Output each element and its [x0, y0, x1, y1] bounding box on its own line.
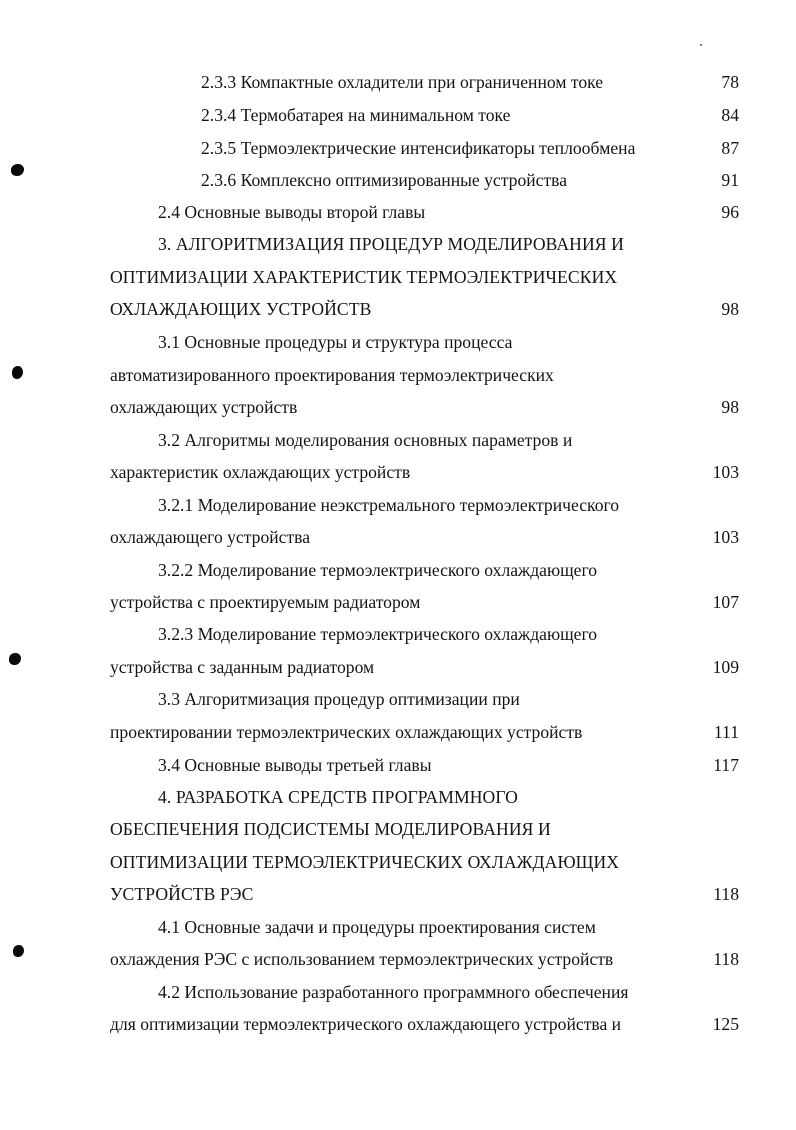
toc-entry-page: 118	[713, 884, 739, 904]
chapter-heading: 4. РАЗРАБОТКА СРЕДСТВ ПРОГРАММНОГО	[158, 787, 518, 807]
toc-entry-text: автоматизированного проектирования термоэлектрических	[110, 365, 554, 385]
toc-entry-page: 118	[713, 949, 739, 969]
toc-entry-text: 3.2.3 Моделирование термоэлектрического охлаждающего	[158, 624, 598, 644]
toc-entry-page: 84	[721, 105, 739, 125]
chapter-heading: 3. АЛГОРИТМИЗАЦИЯ ПРОЦЕДУР МОДЕЛИРОВАНИЯ И	[158, 234, 624, 254]
toc-entry-text: 3.1 Основные процедуры и структура процесса	[158, 332, 513, 352]
toc-entry-page: 103	[712, 527, 739, 547]
toc-entry-page: 96	[721, 202, 739, 222]
toc-entry-text: 3.2.2 Моделирование термоэлектрического охлаждающего	[158, 560, 598, 580]
scan-speck	[700, 44, 702, 46]
toc-entry-text: 2.3.3 Компактные охладители при ограниченном токе	[201, 72, 604, 92]
toc-entry-text: 3.2.1 Моделирование неэкстремального термоэлектрического	[158, 495, 620, 515]
punch-hole-mark	[11, 164, 24, 176]
toc-entry-text: 3.2 Алгоритмы моделирования основных параметров и	[158, 430, 573, 450]
toc-entry-page: 117	[713, 755, 739, 775]
toc-entry-text: охлаждения РЭС с использованием термоэлектрических устройств	[110, 949, 614, 969]
toc-entry-page: 109	[712, 657, 739, 677]
punch-hole-mark	[9, 653, 21, 665]
toc-entry-page: 111	[713, 722, 739, 742]
punch-hole-mark	[12, 366, 23, 379]
toc-entry-page: 78	[721, 72, 739, 92]
chapter-heading: ОПТИМИЗАЦИИ ХАРАКТЕРИСТИК ТЕРМОЭЛЕКТРИЧЕСКИХ	[110, 267, 618, 287]
toc-entry-page: 91	[721, 170, 739, 190]
toc-entry-text: 2.3.6 Комплексно оптимизированные устройства	[201, 170, 568, 190]
toc-entry-page: 87	[721, 138, 739, 158]
toc-entry-text: 2.3.4 Термобатарея на минимальном токе	[201, 105, 511, 125]
toc-entry-text: охлаждающих устройств	[110, 397, 298, 417]
chapter-heading: ОПТИМИЗАЦИИ ТЕРМОЭЛЕКТРИЧЕСКИХ ОХЛАЖДАЮЩИХ	[110, 852, 620, 872]
toc-entry-text: 3.4 Основные выводы третьей главы	[158, 755, 432, 775]
toc-entry-page: 98	[721, 397, 739, 417]
toc-entry-text: 4.2 Использование разработанного программного обеспечения	[158, 982, 629, 1002]
toc-entry-page: 103	[712, 462, 739, 482]
chapter-heading: ОБЕСПЕЧЕНИЯ ПОДСИСТЕМЫ МОДЕЛИРОВАНИЯ И	[110, 819, 551, 839]
toc-entry-text: охлаждающего устройства	[110, 527, 311, 547]
toc-entry-text: 2.4 Основные выводы второй главы	[158, 202, 426, 222]
toc-entry-text: 3.3 Алгоритмизация процедур оптимизации при	[158, 689, 520, 709]
toc-entry-text: 4.1 Основные задачи и процедуры проектирования систем	[158, 917, 596, 937]
toc-entry-page: 98	[721, 299, 739, 319]
toc-entry-text: для оптимизации термоэлектрического охлаждающего устройства и	[110, 1014, 622, 1034]
toc-entry-text: характеристик охлаждающих устройств	[110, 462, 411, 482]
toc-entry-page: 125	[712, 1014, 739, 1034]
toc-entry-text: устройства с заданным радиатором	[110, 657, 375, 677]
toc-entry-text: проектировании термоэлектрических охлаждающих устройств	[110, 722, 583, 742]
chapter-heading: ОХЛАЖДАЮЩИХ УСТРОЙСТВ	[110, 299, 372, 319]
toc-entry-page: 107	[712, 592, 739, 612]
chapter-heading: УСТРОЙСТВ РЭС	[110, 884, 254, 904]
toc-entry-text: устройства с проектируемым радиатором	[110, 592, 421, 612]
punch-hole-mark	[13, 945, 24, 957]
toc-entry-text: 2.3.5 Термоэлектрические интенсификаторы теплообмена	[201, 138, 636, 158]
